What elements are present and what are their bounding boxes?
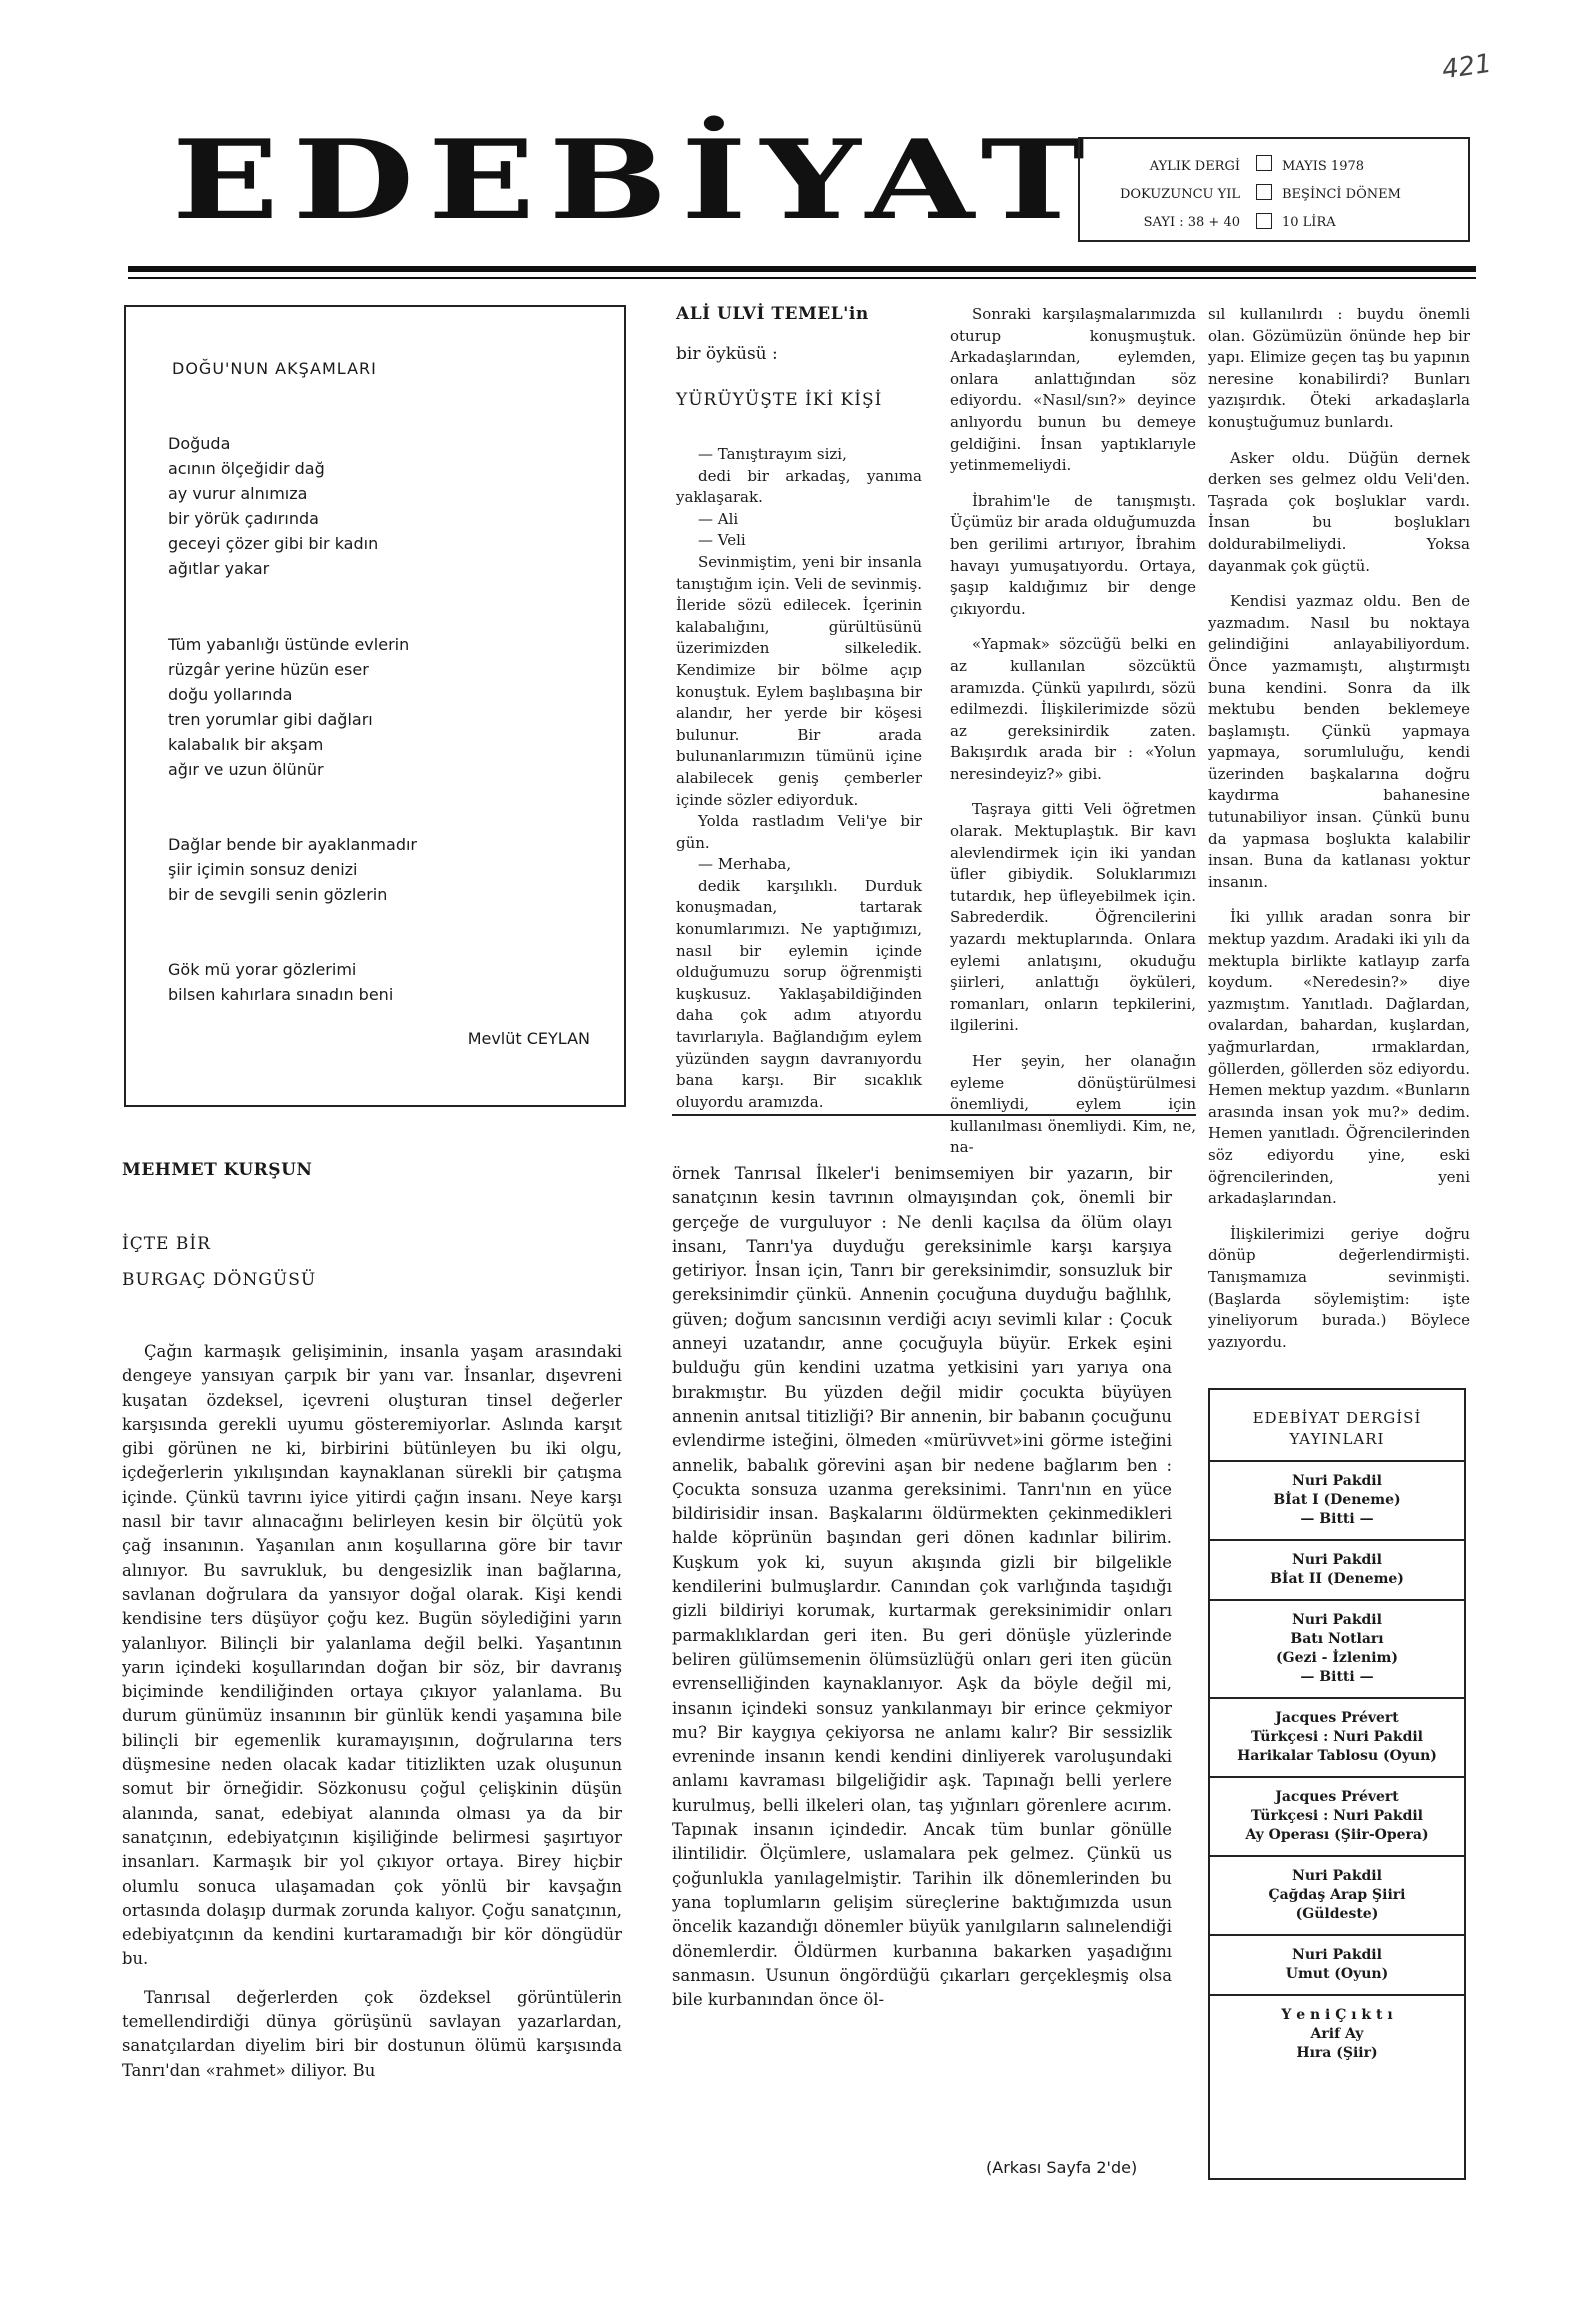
info-right-line: MAYIS 1978 bbox=[1282, 159, 1365, 174]
poem-line: Gök mü yorar gözlerimi bbox=[168, 960, 357, 979]
publication-item bbox=[1210, 1934, 1464, 1994]
masthead-title: EDEBİYAT bbox=[172, 116, 1099, 245]
paragraph: dedi bir arkadaş, yanıma yaklaşarak. bbox=[676, 466, 922, 507]
info-right-line: 10 LİRA bbox=[1282, 215, 1336, 230]
poem-title: DOĞU'NUN AKŞAMLARI bbox=[172, 359, 377, 378]
paragraph: İki yıllık aradan sonra bir mektup yazdım. Aradaki iki yılı da mektupla birlikte katlayıp zarfa koydum. «Neredesin?» diye yazmıştım. Yanıtladı. Dağlardan, ovalardan, bahardan, kuşlardan, yağmurlardan, ırmaklardan, göllerden, göllerden söz ediyordu. Hemen mektup yazdım. «Bunların arasında insan yok mu?» dedim. Hemen yanıtladı. Öğrencilerinden söz ediyordu yine, eski öğrencilerinden, yeni arkadaşlarından. bbox=[1208, 908, 1470, 1208]
publications-header: EDEBİYAT DERGİSİ YAYINLARI bbox=[1252, 1409, 1422, 1448]
story-column-2 bbox=[950, 304, 1196, 1159]
publication-line: Nuri Pakdil bbox=[1292, 1868, 1382, 1884]
publication-line: Nuri Pakdil bbox=[1292, 1552, 1382, 1568]
publication-line: Harikalar Tablosu (Oyun) bbox=[1237, 1748, 1437, 1764]
page-number: 421 bbox=[1440, 48, 1494, 86]
info-square-icon bbox=[1256, 213, 1272, 229]
publication-line: Jacques Prévert bbox=[1275, 1710, 1399, 1726]
poem-line: şiir içimin sonsuz denizi bbox=[168, 860, 358, 879]
paragraph: — Ali bbox=[698, 509, 739, 528]
info-left-line: AYLIK DERGİ bbox=[1149, 159, 1240, 174]
paragraph: sıl kullanılırdı : buydu önemli olan. Gözümüzün önünde hep bir yapı. Elimize geçen taş bu yapının neresine konabilirdi? Bunları yazışırdık. Öteki arkadaşlarla konuştuğumuz bunlardı. bbox=[1208, 305, 1470, 431]
publications-list bbox=[1210, 1460, 1464, 2073]
issue-info-left bbox=[1120, 153, 1240, 237]
story-column-3 bbox=[1208, 304, 1470, 1353]
poem-box bbox=[124, 305, 626, 1107]
paragraph: Sevinmiştim, yeni bir insanla tanıştığım için. Veli de sevinmiş. İleride sözü edilecek. İçerinin kalabalığını, gürültüsünü üzerimizden silkeledik. Kendimize bir bölme açıp konuştuk. Eylem başlıbaşına bir alandır, her yerde bir köşesi bulunur. Bir arada bulunanlarımızın tümünü içine alabilecek geniş çemberler içinde sözler ediyorduk. bbox=[676, 552, 922, 809]
masthead-rule-thick bbox=[128, 266, 1476, 272]
paragraph: İbrahim'le de tanışmıştı. Üçümüz bir arada olduğumuzda ben gerilimi artırıyor, İbrahim havayı yumuşatıyordu. Ortaya, şaşıp kaldığımız bir denge çıkıyordu. bbox=[950, 491, 1196, 618]
paragraph: — Tanıştırayım sizi, bbox=[698, 445, 847, 463]
publication-line: — Bitti — bbox=[1300, 1669, 1374, 1685]
publication-line: Y e n i Ç ı k t ı bbox=[1281, 2007, 1393, 2023]
story-subtitle: bir öyküsü : bbox=[676, 344, 778, 364]
story-column-1 bbox=[676, 444, 922, 1113]
publication-item bbox=[1210, 1994, 1464, 2073]
publication-line: Türkçesi : Nuri Pakdil bbox=[1250, 1729, 1424, 1745]
paragraph: İlişkilerimizi geriye doğru dönüp değerlendirmişti. Tanışmamıza sevinmişti. (Başlarda söylemiştim: işte yineliyorum burada.) Böylece yazıyordu. bbox=[1208, 1224, 1470, 1351]
paragraph: örnek Tanrısal İlkeler'i benimsemiyen bir yazarın, bir sanatçının kesin tavrının olmayışından çok, önemli bir gerçeğe de vurguluyor : Ne denli kaçılsa da ölüm olayı insanı, Tanrı'ya duyduğu gereksinimle karşı karşıya getiriyor. İnsan için, Tanrı bir gereksinimdir, sonsuzluk bir gereksinimdir çünkü. Annenin çocuğuna duyduğu bağlılık, güven; doğum sancısının verdiği acıyı sevimli kılar : Çocuk anneyi uzatandır, anne çocuğuyla büyür. Erkek eşini bulduğu gün kendini uzatma yetkisini yarı yarıya ona bırakmıştır. Bu yüzden değil midir çocukta büyüyen annenin anıtsal titizliği? Bir annenin, bir babanın çocuğunu evlendirme isteğini, ölmeden «mürüvvet»ini görme isteğini annelik, babalık görevini aşan bir nedene bağlarım ben : Çocukta sonsuza uzanma gereksinimi. Tanrı'nın en yüce bildirisidir insan. Başkalarını öldürmekten çekinmedikleri halde köprünün başından geri dönen kadınlar bilirim. Kuşkum yok ki, suyun akışında gizli bir bilgelikle kendilerini bulmuşlardır. Canından çok varlığında taşıdığı gizli bildiriyi korumak, kurtarmak gereksinimidir onları parmaklıklardan geri iten. Bu geri dönüşle yüzlerinde beliren gülümsemenin ölümsüzlüğü onları geri iten gücün evrenselliğinden kaynaklanıyor. Aşk da böyle değil mi, insanın içindeki sonsuz yankılanmayı bir erince çekmiyor mu? Bir kaygıya çekiyorsa ne anlamı kalır? Bir sessizlik evreninde insanın kendi kendini dinliyerek varoluşundaki anlamı kavraması bilgeliğidir aşk. Tapınağı belli yerlere kurulmuş, belli ilkeleri olan, taş yığınları görenlere acırım. Tapınak insanın içindedir. Ancak tüm bunlar gönülle ilintilidir. Ölçümlere, uslamalara pek gelmez. Çünkü us çoğunlukla yanılagelmiştir. Tarihin ilk dönemlerinden bu yana toplumların gelişim süreçlerine baktığımızda usun öncelik kazandığı dönemler büyük yanılgıların salınelendiği dönemlerdir. Öldürmen kurbanına bakarken yaşadığını sanmasın. Usunun öngördüğü çıkarları gerçekleşmiş olsa bile kurbanından önce öl- bbox=[672, 1164, 1172, 2010]
publication-line: — Bitti — bbox=[1300, 1511, 1374, 1527]
poem-stanza bbox=[168, 832, 417, 907]
paragraph: Asker oldu. Düğün dernek derken ses gelmez oldu Veli'den. Taşrada çok boşluklar vardı. İnsan bu boşlukları doldurabilmeliydi. Yoksa dayanmak çok güçtü. bbox=[1208, 448, 1470, 575]
info-square-icon bbox=[1256, 155, 1272, 171]
poem-line: geceyi çözer gibi bir kadın bbox=[168, 534, 379, 553]
essay-title-line-1: İÇTE BİR bbox=[122, 1234, 211, 1254]
publication-item bbox=[1210, 1855, 1464, 1934]
masthead-rule-thin bbox=[128, 277, 1476, 279]
poem-stanza bbox=[168, 431, 378, 581]
essay-column-1 bbox=[122, 1340, 622, 2083]
paragraph: Sonraki karşılaşmalarımızda oturup konuşmuştuk. Arkadaşlarından, eylemden, onlara anlattığından söz ediyordu. «Nasıl/sın?» deyince anlıyordu bunun bu demeye geldiğini. İnsan yaptıklarıyle yetinmemeliydi. bbox=[950, 305, 1196, 475]
poem-line: Dağlar bende bir ayaklanmadır bbox=[168, 835, 417, 854]
publication-item bbox=[1210, 1539, 1464, 1599]
poem-line: Doğuda bbox=[168, 434, 231, 453]
poem-stanza bbox=[168, 632, 409, 782]
poem-line: doğu yollarında bbox=[168, 685, 293, 704]
poem-line: bir yörük çadırında bbox=[168, 509, 319, 528]
essay-author: MEHMET KURŞUN bbox=[122, 1160, 313, 1180]
info-right-line: BEŞİNCİ DÖNEM bbox=[1282, 187, 1401, 202]
publication-line: Hıra (Şiir) bbox=[1296, 2045, 1378, 2061]
publication-line: Bİat I (Deneme) bbox=[1273, 1492, 1401, 1508]
publication-line: Nuri Pakdil bbox=[1292, 1947, 1382, 1963]
publication-line: Ay Operası (Şiir-Opera) bbox=[1245, 1827, 1429, 1843]
essay-title-line-2: BURGAÇ DÖNGÜSÜ bbox=[122, 1270, 317, 1290]
poem-line: ağır ve uzun ölünür bbox=[168, 760, 324, 779]
poem-line: ağıtlar yakar bbox=[168, 559, 270, 578]
story-author-line: ALİ ULVİ TEMEL'in bbox=[676, 304, 869, 324]
essay-column-2 bbox=[672, 1162, 1172, 2012]
poem-line: bir de sevgili senin gözlerin bbox=[168, 885, 388, 904]
publication-line: (Güldeste) bbox=[1295, 1906, 1379, 1922]
publication-line: Türkçesi : Nuri Pakdil bbox=[1250, 1808, 1424, 1824]
paragraph: «Yapmak» sözcüğü belki en az kullanılan sözcüktü aramızda. Çünkü yapılırdı, sözü edilmezdi. İlişkilerimizde sözü az gereksinirdik zaten. Bakışırdık arada bir : «Yolun neresindeyiz?» gibi. bbox=[950, 635, 1196, 783]
publication-item bbox=[1210, 1460, 1464, 1539]
publication-line: Nuri Pakdil bbox=[1292, 1473, 1382, 1489]
continued-note: (Arkası Sayfa 2'de) bbox=[986, 2158, 1138, 2177]
paragraph: Yolda rastladım Veli'ye bir gün. bbox=[676, 812, 922, 852]
paragraph: Kendisi yazmaz oldu. Ben de yazmadım. Nasıl bu noktaya gelindiğini anlayabiliyordum. Önce yazmamıştı, alıştırmıştı buna kendini. Sonra da ilk mektubu benden beklemeye başlamıştı. Çünkü yapmaya yapmaya, sorumluluğu, kendi üzerinden başkalarına doğru kaydırma bahanesine tutunabiliyor insan. Çünkü bunu da yapmasa boşlukta kalabilir insan. Buna da katlanası yoktur insanın. bbox=[1208, 592, 1470, 891]
publication-line: Çağdaş Arap Şiiri bbox=[1268, 1887, 1406, 1903]
poem-line: Tüm yabanlığı üstünde evlerin bbox=[168, 635, 410, 654]
paragraph: — Veli bbox=[698, 531, 746, 550]
paragraph: Her şeyin, her olanağın eyleme dönüştürülmesi önemliydi, eylem için kullanılması önemliydi. Kim, ne, na- bbox=[950, 1052, 1196, 1157]
paragraph: — Merhaba, bbox=[698, 855, 792, 874]
poem-line: rüzgâr yerine hüzün eser bbox=[168, 660, 369, 679]
publication-item bbox=[1210, 1776, 1464, 1855]
poem-line: bilsen kahırlara sınadın beni bbox=[168, 985, 394, 1004]
publications-box bbox=[1208, 1388, 1466, 2180]
publication-line: Bİat II (Deneme) bbox=[1270, 1571, 1404, 1587]
paragraph: dedik karşılıklı. Durduk konuşmadan, tartarak konumlarımızı. Ne yaptığımızı, nasıl bir eylemin içinde olduğumuzu sorup öğrenmişti kuşkusuz. Yaklaşabildiğinden daha çok adım atıyordu tavırlarıyla. Bağlandığım eylem yüzünden saygın davranıyordu bana karşı. Bir sıcaklık oluyordu aramızda. bbox=[676, 876, 922, 1111]
issue-info-box bbox=[1078, 137, 1470, 242]
publication-item bbox=[1210, 1697, 1464, 1776]
publication-line: Jacques Prévert bbox=[1275, 1789, 1399, 1805]
paragraph: Tanrısal değerlerden çok özdeksel görüntülerin temellendirdiği dünya görüşünü savlayan yazarlardan, sanatçılardan diyelim biri bir dostunun ölümü karşısında Tanrı'dan «rahmet» diliyor. Bu bbox=[122, 1987, 622, 2080]
publication-line: Nuri Pakdil bbox=[1292, 1612, 1382, 1628]
poem-line: ay vurur alnımıza bbox=[168, 484, 308, 503]
publication-line: (Gezi - İzlenim) bbox=[1276, 1650, 1398, 1666]
publication-item bbox=[1210, 1599, 1464, 1697]
info-left-line: SAYI : 38 + 40 bbox=[1143, 215, 1240, 230]
issue-info-right bbox=[1282, 153, 1401, 237]
poem-line: acının ölçeğidir dağ bbox=[168, 459, 325, 478]
info-checkboxes bbox=[1256, 155, 1272, 242]
poem-line: kalabalık bir akşam bbox=[168, 735, 324, 754]
info-left-line: DOKUZUNCU YIL bbox=[1119, 187, 1240, 202]
publication-line: Arif Ay bbox=[1310, 2026, 1364, 2042]
story-title: YÜRÜYÜŞTE İKİ KİŞİ bbox=[676, 390, 883, 410]
paragraph: Çağın karmaşık gelişiminin, insanla yaşam arasındaki dengeye yansıyan çarpık bir yanı var. İnsanlar, dışevreni kuşatan özdeksel, içevreni oluşturan tinsel değerler karşısında gerekli uyumu gösteremiyorlar. Aslında karşıt gibi görünen ne ki, birbirini bütünleyen bu iki olgu, içdeğerlerin yıkılışından kaynaklanan sürekli bir çatışma içinde. Çünkü tavrını iyice yitirdi çağın insanı. Neye karşı nasıl bir tavır alınacağını belirleyen kesin bir ölçütü yok çağ insanının. Yaşanılan anın koşullarına göre bir tavır alınıyor. Bu savrukluk, bu dengesizlik inan bağlarına, savlanan doğrulara da yansıyor doğal olarak. Kişi kendi kendisine ters düşüyor çoğu kez. Bugün söylediğini yarın yalanlıyor. Bilinçli bir yalanlama değil belki. Yaşantının yarın içindeki koşullarından doğan bir söz, bir davranış biçiminde kendiliğinden ortaya çıkıyor yalanlama. Bu durum günümüz insanının bir günlük kendi yaşamına bile bilinçli bir egemenlik kuramayışının, doğrularına ters düşmesine neden olacak kadar titizlikten uzak oluşunun somut bir örneğidir. Sözkonusu çoğul çelişkinin düşün alanında, sanat, edebiyat alanında olması ya da bir sanatçının, edebiyatçının kişiliğinde belirmesi şaşırtıyor insanları. Karmaşık bir yol çıkıyor ortaya. Birey hiçbir olumlu sonuca ulaşamadan çok yönlü bir kavşağın ortasında dolaşıp durmak zorunda kalıyor. Çoğu sanatçının, edebiyatçının da kendini kurtaramadığı bir kör döngüdür bu. bbox=[122, 1342, 622, 1969]
info-square-icon bbox=[1256, 184, 1272, 200]
poem-line: tren yorumlar gibi dağları bbox=[168, 710, 373, 729]
poem-stanza bbox=[168, 957, 393, 1007]
publication-line: Umut (Oyun) bbox=[1285, 1966, 1389, 1982]
publication-line: Batı Notları bbox=[1290, 1631, 1384, 1647]
story-bottom-rule bbox=[672, 1114, 1196, 1116]
poem-author: Mevlüt CEYLAN bbox=[467, 1029, 590, 1048]
paragraph: Taşraya gitti Veli öğretmen olarak. Mektuplaştık. Bir kavı alevlendirmek için iki yandan üfler gibiydik. Soluklarımızı tutardık, hep üfleyebilmek için. Sabrederdik. Öğrencilerini yazardı mektuplarında. Onlara eylemi anlatışını, okuduğu şiirleri, anlattığı öyküleri, romanları, onların tepkilerini, ilgilerini. bbox=[950, 800, 1196, 1035]
